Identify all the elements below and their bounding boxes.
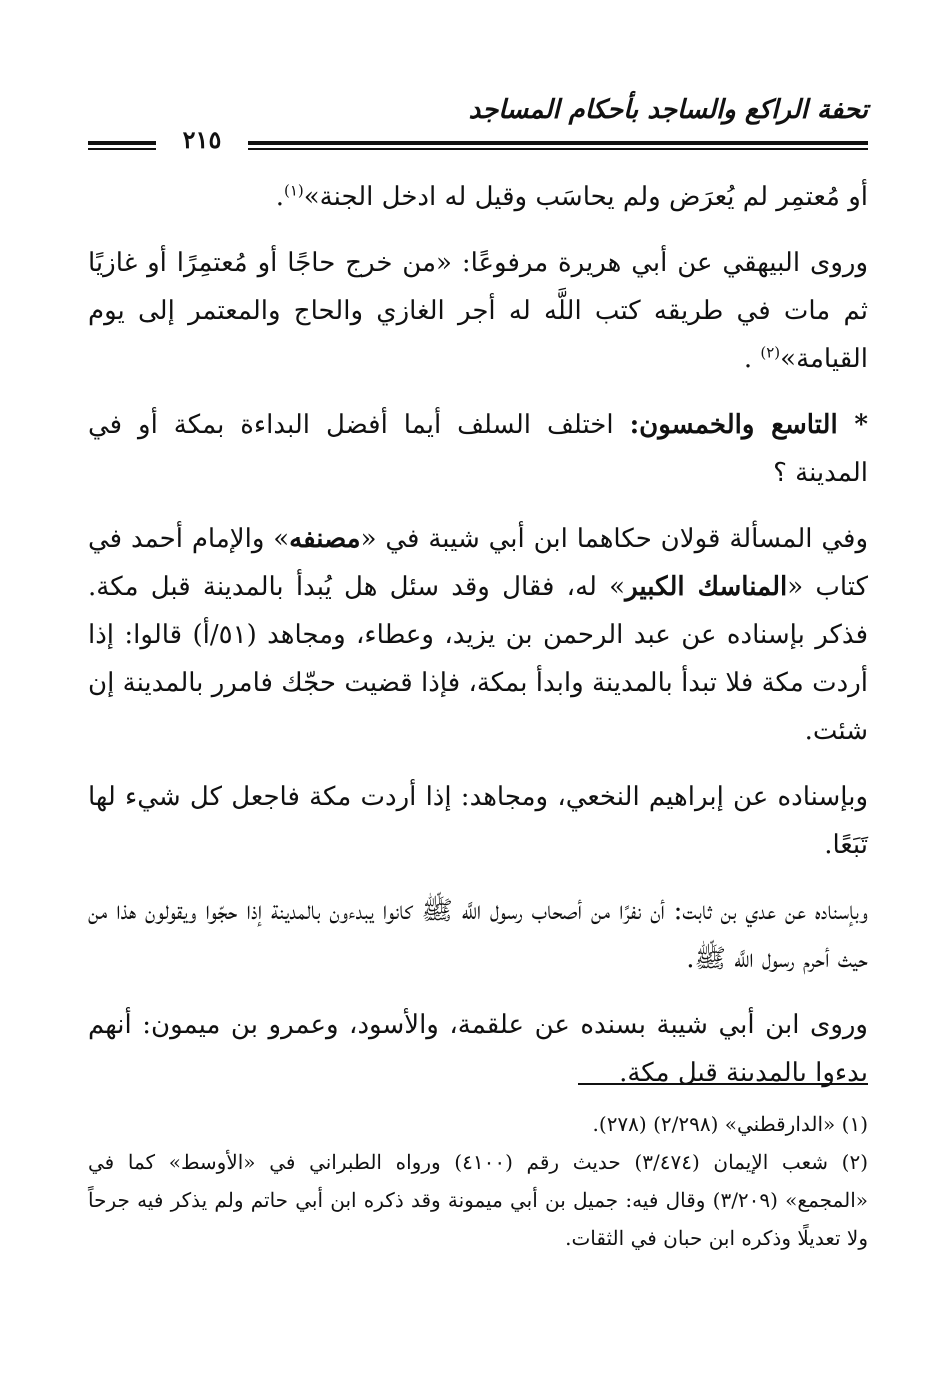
footnote-separator [578, 1083, 868, 1085]
book-title: تحفة الراكع والساجد بأحكام المساجد [468, 95, 868, 125]
paragraph-1: أو مُعتمِر لم يُعرَض ولم يحاسَب وقيل له ادخل الجنة»$^{(١)}$. [275, 181, 868, 212]
footnote-2: (٢) شعب الإيمان (٣/٤٧٤) حديث رقم (٤١٠٠) ورواه الطبراني في «الأوسط» كما في «المجمع» (٣/٢٠٩) وقال فيه: جميل بن أبي ميمونة وقد ذكره ابن أبي حاتم ولم يذكر فيه جرحاً ولا تعديلًا وذكره ابن حبان في الثقات. [88, 1150, 868, 1250]
paragraph-3: * التاسع والخمسون: اختلف السلف أيما أفضل البداءة بمكة أو في المدينة ؟ [88, 410, 868, 488]
paragraph-7: وروى ابن أبي شيبة بسنده عن علقمة، والأسود، وعمرو بن ميمون: أنهم بدءوا بالمدينة قبل مكة. [88, 1010, 868, 1088]
footnote-ref-2: (٢) [760, 343, 781, 362]
book-page [88, 95, 868, 1355]
header-rule-right [248, 141, 868, 150]
page-header [88, 95, 868, 155]
main-text [88, 173, 868, 1115]
footnotes [88, 1105, 868, 1257]
header-rule-left [88, 141, 156, 150]
paragraph-4: وفي المسألة قولان حكاهما ابن أبي شيبة في «مصنفه» والإمام أحمد في كتاب «المناسك الكبير» له، فقال وقد سئل هل يُبدأ بالمدينة قبل مكة. فذكر بإسناده عن عبد الرحمن بن يزيد، وعطاء، ومجاهد (٥١/أ) قالوا: إذا أردت مكة فلا تبدأ بالمدينة وابدأ بمكة، فإذا قضيت حجّك فامرر بالمدينة إن شئت. [88, 524, 868, 746]
book-ref-musannaf: مصنفه [289, 524, 361, 554]
section-heading: * التاسع والخمسون: [629, 410, 868, 440]
paragraph-6: وبإسناده عن عدي بن ثابت: أن نفرًا من أصحاب رسول اللَّه ﷺ كانوا يبدءون بالمدينة إذا حجّوا ويقولون هذا من حيث أحرم رسول اللَّه ﷺ. [88, 896, 868, 974]
paragraph-5: وبإسناده عن إبراهيم النخعي، ومجاهد: إذا أردت مكة فاجعل كل شيء لها تَبَعًا. [88, 782, 868, 860]
book-ref-manasik: المناسك الكبير [625, 572, 788, 602]
footnote-1: (١) «الدارقطني» (٢/٢٩٨) (٢٧٨). [592, 1112, 868, 1136]
footnote-ref-1: (١) [283, 181, 304, 200]
paragraph-2: وروى البيهقي عن أبي هريرة مرفوعًا: «من خرج حاجًا أو مُعتمِرًا أو غازيًا ثم مات في طريقه كتب اللَّه له أجر الغازي والحاج والمعتمر إلى يوم القيامة»$^{(٢)}$ . [88, 248, 868, 374]
page-number: ٢١٥ [182, 125, 222, 154]
